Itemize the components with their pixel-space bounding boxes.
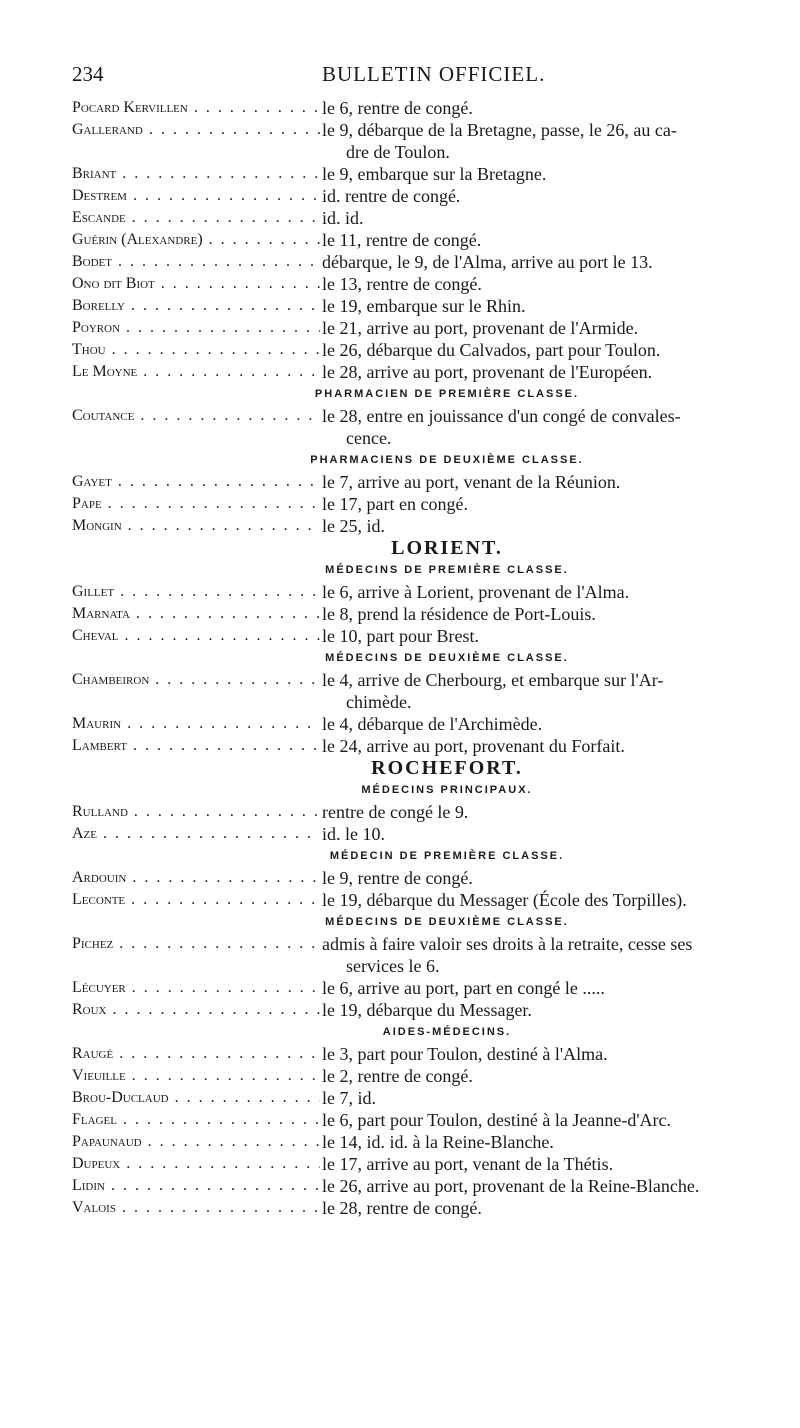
entry-line: le 2, rentre de congé.: [322, 1066, 473, 1086]
entry-text: [322, 999, 762, 1021]
entry-text: [322, 207, 762, 229]
entry-line: le 9, rentre de congé.: [322, 868, 473, 888]
entry-text: [322, 361, 762, 383]
entry-line: le 11, rentre de congé.: [322, 230, 482, 250]
entry-text: [322, 669, 762, 713]
list-item: [72, 581, 762, 603]
person-name: Ono dit Biot . . .: [72, 273, 320, 295]
entry-line: le 10, part pour Brest.: [322, 626, 479, 646]
person-name: Brou-Duclaud . . .: [72, 1087, 320, 1109]
entry-text: [322, 581, 762, 603]
list-item: [72, 999, 762, 1021]
entry-line: le 19, embarque sur le Rhin.: [322, 296, 526, 316]
person-name: Gillet . . .: [72, 581, 320, 603]
entry-line: id. rentre de congé.: [322, 186, 461, 206]
section-heading: PHARMACIEN DE PREMIÈRE CLASSE.: [314, 388, 580, 400]
list-item: [72, 867, 762, 889]
list-item: [72, 669, 762, 713]
entry-line: dre de Toulon.: [346, 142, 450, 162]
list-item: [72, 361, 762, 383]
person-name: Lidin . . .: [72, 1175, 320, 1197]
entry-text: [322, 273, 762, 295]
entry-line: le 9, débarque de la Bretagne, passe, le 26, au ca-: [322, 120, 677, 140]
page-header: [72, 62, 732, 92]
entry-text: [322, 713, 762, 735]
list-item: [72, 977, 762, 999]
entry-line: le 7, id.: [322, 1088, 376, 1108]
entry-text: [322, 823, 762, 845]
entry-text: [322, 515, 762, 537]
list-item: [72, 933, 762, 977]
entry-text: [322, 1175, 762, 1197]
list-item: [72, 295, 762, 317]
document-body: [72, 97, 762, 1219]
entry-text: [322, 1153, 762, 1175]
entry-text: [322, 889, 762, 911]
entry-text: [322, 251, 762, 273]
person-name: Vieuille . . .: [72, 1065, 320, 1087]
entry-line: id. le 10.: [322, 824, 385, 844]
list-item: [72, 1197, 762, 1219]
list-item: [72, 229, 762, 251]
entry-text: [322, 97, 762, 119]
list-item: [72, 823, 762, 845]
person-name: Lécuyer . . .: [72, 977, 320, 999]
person-name: Flagel . . .: [72, 1109, 320, 1131]
entry-text: [322, 1043, 762, 1065]
entry-text: [322, 1131, 762, 1153]
person-name: Marnata . . .: [72, 603, 320, 625]
list-item: [72, 1153, 762, 1175]
list-item: [72, 1087, 762, 1109]
section-heading: MÉDECINS DE DEUXIÈME CLASSE.: [325, 916, 569, 928]
entry-text: [322, 317, 762, 339]
person-name: Cheval . . .: [72, 625, 320, 647]
list-item: [72, 515, 762, 537]
person-name: Poyron . . .: [72, 317, 320, 339]
list-item: [72, 1109, 762, 1131]
person-name: Aze . . .: [72, 823, 320, 845]
city-heading: LORIENT.: [391, 537, 503, 559]
entry-line: le 4, arrive de Cherbourg, et embarque sur l'Ar-: [322, 670, 664, 690]
entry-line: le 21, arrive au port, provenant de l'Armide.: [322, 318, 639, 338]
entry-line: le 6, part pour Toulon, destiné à la Jeanne-d'Arc.: [322, 1110, 672, 1130]
entry-line: le 7, arrive au port, venant de la Réunion.: [322, 472, 621, 492]
entry-text: [322, 163, 762, 185]
entry-line: le 26, débarque du Calvados, part pour Toulon.: [322, 340, 661, 360]
list-item: [72, 119, 762, 163]
person-name: Rulland . . .: [72, 801, 320, 823]
list-item: [72, 317, 762, 339]
list-item: [72, 163, 762, 185]
person-name: Thou . . .: [72, 339, 320, 361]
person-name: Pocard Kervillen . . .: [72, 97, 320, 119]
list-item: [72, 207, 762, 229]
list-item: [72, 603, 762, 625]
entry-line: le 28, entre en jouissance d'un congé de convales-: [322, 406, 681, 426]
person-name: Briant . . .: [72, 163, 320, 185]
person-name: Roux . . .: [72, 999, 320, 1021]
entry-line: le 28, rentre de congé.: [322, 1198, 482, 1218]
entry-line: le 6, rentre de congé.: [322, 98, 473, 118]
section-heading: PHARMACIENS DE DEUXIÈME CLASSE.: [310, 454, 584, 466]
person-name: Dupeux . . .: [72, 1153, 320, 1175]
entry-line: le 6, arrive au port, part en congé le .....: [322, 978, 605, 998]
entry-line: le 24, arrive au port, provenant du Forfait.: [322, 736, 625, 756]
entry-line: le 14, id. id. à la Reine-Blanche.: [322, 1132, 554, 1152]
entry-text: [322, 933, 762, 977]
entry-line: rentre de congé le 9.: [322, 802, 469, 822]
entry-line: le 8, prend la résidence de Port-Louis.: [322, 604, 596, 624]
entry-line: chimède.: [346, 692, 412, 712]
person-name: Leconte . . .: [72, 889, 320, 911]
entry-text: [322, 603, 762, 625]
entry-line: le 28, arrive au port, provenant de l'Européen.: [322, 362, 653, 382]
entry-text: [322, 735, 762, 757]
list-item: [72, 185, 762, 207]
list-item: [72, 801, 762, 823]
entry-text: [322, 1065, 762, 1087]
entry-line: le 3, part pour Toulon, destiné à l'Alma.: [322, 1044, 608, 1064]
list-item: [72, 493, 762, 515]
entry-text: [322, 867, 762, 889]
list-item: [72, 405, 762, 449]
entry-text: [322, 801, 762, 823]
entry-line: le 6, arrive à Lorient, provenant de l'Alma.: [322, 582, 630, 602]
list-item: [72, 1043, 762, 1065]
person-name: Guérin (Alexandre) . . .: [72, 229, 320, 251]
entry-text: [322, 471, 762, 493]
entry-line: cence.: [346, 428, 392, 448]
entry-line: le 17, arrive au port, venant de la Thétis.: [322, 1154, 614, 1174]
person-name: Escande . . .: [72, 207, 320, 229]
list-item: [72, 1175, 762, 1197]
entry-text: [322, 119, 762, 163]
person-name: Pape . . .: [72, 493, 320, 515]
person-name: Mongin . . .: [72, 515, 320, 537]
entry-line: admis à faire valoir ses droits à la retraite, cesse ses: [322, 934, 693, 954]
running-title: BULLETIN OFFICIEL.: [322, 62, 546, 86]
list-item: [72, 735, 762, 757]
person-name: Ardouin . . .: [72, 867, 320, 889]
list-item: [72, 889, 762, 911]
person-name: Valois . . .: [72, 1197, 320, 1219]
list-item: [72, 713, 762, 735]
entry-text: [322, 339, 762, 361]
entry-line: id. id.: [322, 208, 364, 228]
entry-line: débarque, le 9, de l'Alma, arrive au port le 13.: [322, 252, 653, 272]
entry-line: le 19, débarque du Messager.: [322, 1000, 532, 1020]
entry-text: [322, 185, 762, 207]
entry-line: le 19, débarque du Messager (École des Torpilles).: [322, 890, 687, 910]
list-item: [72, 273, 762, 295]
list-item: [72, 1131, 762, 1153]
section-heading: MÉDECINS DE PREMIÈRE CLASSE.: [325, 564, 569, 576]
person-name: Chambeiron . . .: [72, 669, 320, 691]
person-name: Gayet . . .: [72, 471, 320, 493]
list-item: [72, 97, 762, 119]
person-name: Le Moyne . . .: [72, 361, 320, 383]
entry-line: le 25, id.: [322, 516, 385, 536]
person-name: Pichez . . .: [72, 933, 320, 955]
section-heading: MÉDECIN DE PREMIÈRE CLASSE.: [329, 850, 565, 862]
person-name: Papaunaud . . .: [72, 1131, 320, 1153]
list-item: [72, 471, 762, 493]
list-item: [72, 625, 762, 647]
list-item: [72, 339, 762, 361]
entry-text: [322, 1087, 762, 1109]
section-heading: AIDES-MÉDECINS.: [382, 1026, 512, 1038]
person-name: Gallerand . . .: [72, 119, 320, 141]
person-name: Bodet . . .: [72, 251, 320, 273]
entry-text: [322, 295, 762, 317]
list-item: [72, 1065, 762, 1087]
person-name: Borelly . . .: [72, 295, 320, 317]
entry-text: [322, 1197, 762, 1219]
page-number: 234: [72, 62, 104, 86]
city-heading: ROCHEFORT.: [371, 757, 523, 779]
person-name: Destrem . . .: [72, 185, 320, 207]
entry-text: [322, 977, 762, 999]
section-heading: MÉDECINS DE DEUXIÈME CLASSE.: [325, 652, 569, 664]
entry-text: [322, 229, 762, 251]
entry-line: le 9, embarque sur la Bretagne.: [322, 164, 547, 184]
section-heading: MÉDECINS PRINCIPAUX.: [361, 784, 533, 796]
list-item: [72, 251, 762, 273]
entry-line: le 13, rentre de congé.: [322, 274, 482, 294]
entry-text: [322, 625, 762, 647]
person-name: Coutance . . .: [72, 405, 320, 427]
entry-line: le 26, arrive au port, provenant de la Reine-Blanche.: [322, 1176, 700, 1196]
entry-line: services le 6.: [346, 956, 440, 976]
entry-line: le 4, débarque de l'Archimède.: [322, 714, 543, 734]
entry-text: [322, 405, 762, 449]
person-name: Raugé . . .: [72, 1043, 320, 1065]
person-name: Lambert . . .: [72, 735, 320, 757]
entry-text: [322, 493, 762, 515]
entry-text: [322, 1109, 762, 1131]
entry-line: le 17, part en congé.: [322, 494, 468, 514]
person-name: Maurin . . .: [72, 713, 320, 735]
